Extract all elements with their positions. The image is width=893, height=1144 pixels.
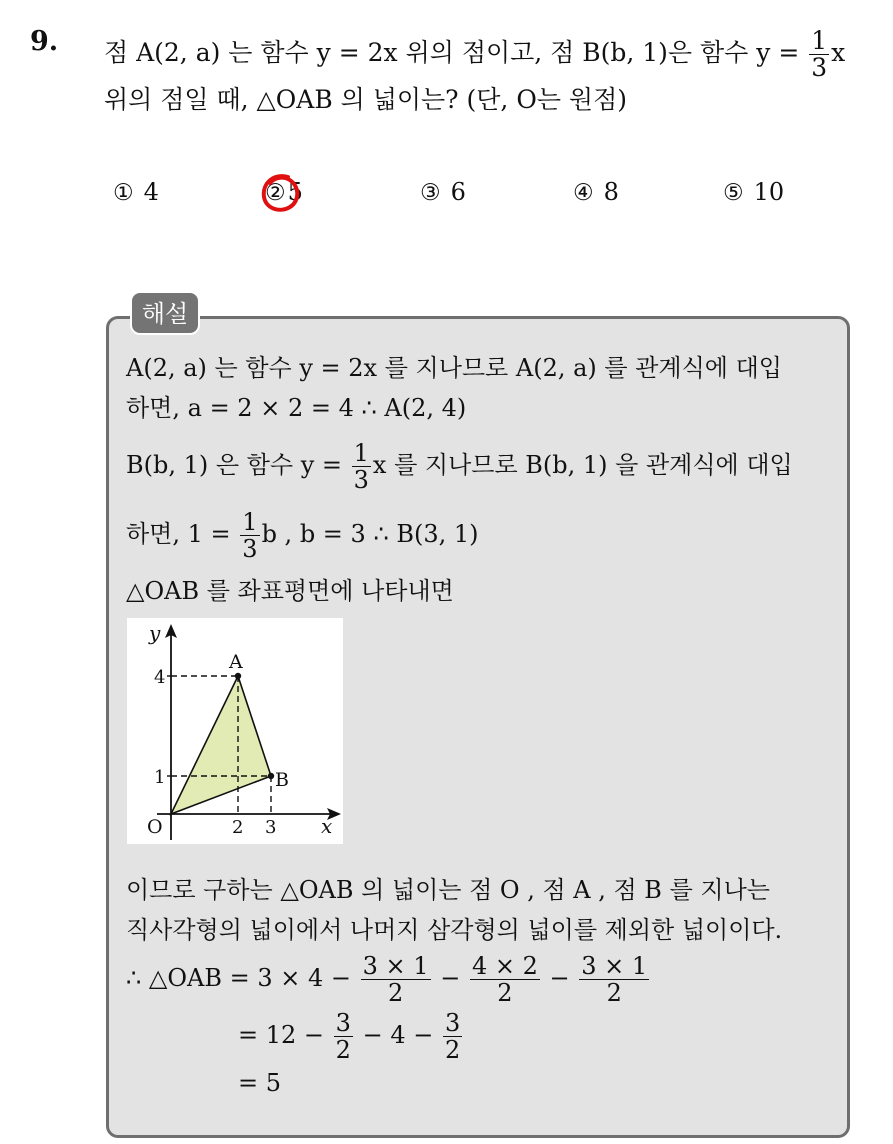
tick-y-1: 1 (154, 767, 166, 788)
solution-line-7: 직사각형의 넓이에서 나머지 삼각형의 넓이를 제외한 넓이이다. (126, 916, 783, 944)
eq1-minus-1: − (440, 964, 461, 992)
frac-num: 3 × 1 (581, 952, 648, 980)
solution-line-1: A(2, a) 는 함수 y = 2x 를 지나므로 A(2, a) 를 관계식에 대입 (126, 354, 782, 382)
question-line-2: 위의 점일 때, △OAB 의 넓이는? (단, O는 원점) (104, 85, 627, 114)
choice-4-marker: ④ (573, 180, 594, 206)
fraction-denominator: 3 (811, 53, 828, 82)
solution-line-4b: b , b = 3 ∴ B(3, 1) (261, 520, 479, 548)
solution-tag: 해설 (130, 291, 200, 335)
eq1-minus-2: − (549, 964, 570, 992)
frac-num: 1 (353, 439, 369, 467)
question-number: 9. (30, 26, 59, 57)
choice-4-value: 8 (603, 178, 619, 206)
frac-den: 2 (335, 1036, 351, 1064)
eq1-fraction-3 (579, 953, 649, 1006)
solution-line-3b: x 를 지나므로 B(b, 1) 을 관계식에 대입 (372, 451, 793, 479)
solution-line-5: △OAB 를 좌표평면에 나타내면 (126, 577, 454, 605)
point-b-dot (268, 773, 274, 779)
point-a-label: A (229, 651, 243, 673)
tick-x-3: 3 (265, 817, 277, 838)
solution-line-4a: 하면, 1 = (126, 520, 231, 548)
frac-num: 3 (444, 1009, 461, 1037)
solution-line-3a: B(b, 1) 은 함수 y = (126, 451, 342, 479)
frac-num: 4 × 2 (471, 952, 538, 980)
solution-fraction-1 (352, 440, 371, 493)
y-axis-label: y (149, 621, 161, 645)
solution-line-2: 하면, a = 2 × 2 = 4 ∴ A(2, 4) (126, 394, 467, 422)
coordinate-graph (127, 618, 343, 844)
equation-line-2 (238, 1010, 464, 1063)
solution-fraction-2 (240, 509, 259, 562)
frac-num: 3 × 1 (362, 952, 429, 980)
eq2-fraction-1 (334, 1010, 353, 1063)
eq2-left: = 12 − (238, 1021, 325, 1049)
frac-den: 3 (242, 535, 258, 563)
eq1-left: ∴ △OAB = 3 × 4 − (126, 964, 352, 992)
choice-3[interactable] (420, 178, 466, 206)
frac-den: 2 (497, 979, 513, 1007)
solution-line-3 (126, 440, 793, 493)
fraction-numerator: 1 (811, 26, 828, 55)
frac-den: 2 (444, 1036, 461, 1064)
choice-1-value: 4 (143, 178, 159, 206)
choice-4[interactable] (573, 178, 619, 206)
choice-5[interactable] (723, 178, 784, 206)
eq2-middle: − 4 − (362, 1021, 434, 1049)
choice-2-value: 5 (287, 178, 303, 206)
eq1-fraction-1 (361, 953, 431, 1006)
answer-circle-mark-icon (258, 171, 304, 217)
choice-3-value: 6 (450, 178, 466, 206)
eq2-fraction-2 (443, 1010, 462, 1063)
equation-line-1 (126, 953, 651, 1006)
x-axis-label: x (321, 814, 333, 838)
solution-line-4 (126, 509, 479, 562)
question-text-1b: x (831, 38, 846, 67)
tick-y-4: 4 (154, 667, 166, 688)
frac-num: 3 (335, 1009, 351, 1037)
tick-x-2: 2 (232, 817, 244, 838)
frac-den: 2 (606, 979, 622, 1007)
choice-1-marker: ① (113, 180, 134, 206)
point-b-label: B (275, 769, 289, 791)
choice-1[interactable] (113, 178, 159, 206)
frac-den: 3 (353, 466, 369, 494)
choice-3-marker: ③ (420, 180, 441, 206)
frac-den: 2 (387, 979, 404, 1007)
choice-2-marker: ② (265, 180, 286, 206)
question-fraction (809, 28, 829, 81)
choice-5-value: 10 (753, 178, 785, 206)
solution-line-6: 이므로 구하는 △OAB 의 넓이는 점 O , 점 A , 점 B 를 지나는 (126, 876, 770, 904)
point-a-dot (235, 673, 241, 679)
triangle-oab (171, 676, 271, 814)
equation-line-3: = 5 (238, 1069, 282, 1097)
question-text-1a: 점 A(2, a) 는 함수 y = 2x 위의 점이고, 점 B(b, 1)은 함수 y = (104, 38, 800, 67)
question-line-1 (104, 28, 845, 81)
eq1-fraction-2 (470, 953, 540, 1006)
origin-label: O (147, 816, 163, 838)
frac-num: 1 (242, 508, 258, 536)
choice-5-marker: ⑤ (723, 180, 744, 206)
